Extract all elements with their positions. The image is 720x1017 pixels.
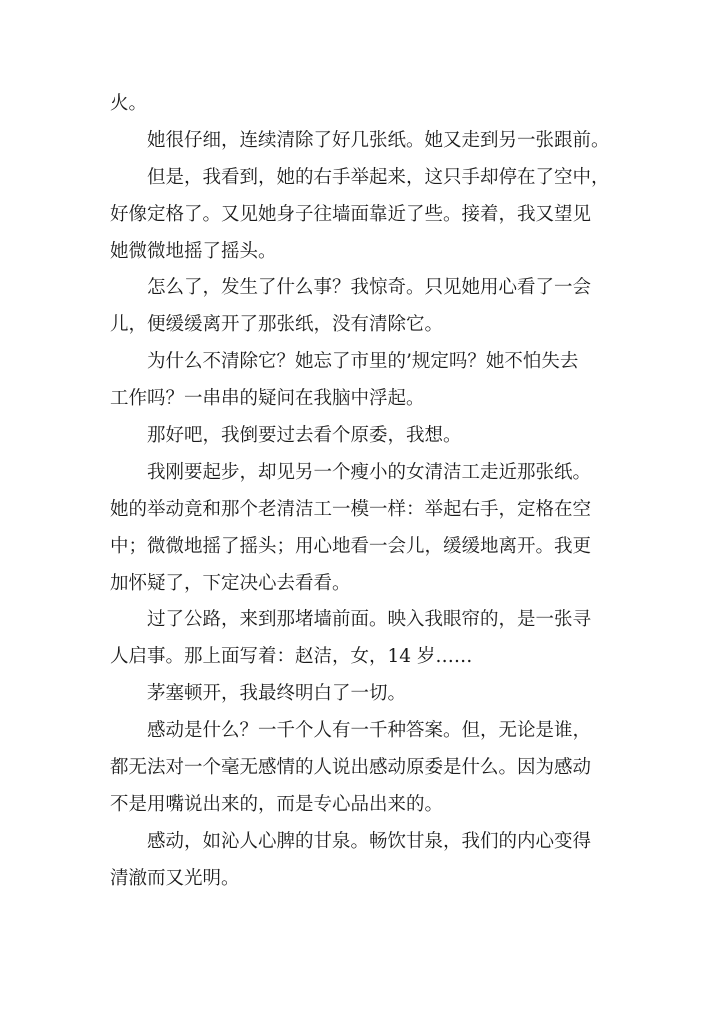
text-line: 为什么不清除它？她忘了市里的’规定吗？她不怕失去 [147,351,579,373]
paragraph [110,602,615,676]
text-line: 但是，我看到，她的右手举起来，这只手却停在了空中， [147,166,610,188]
text-line: 中；微微地摇了摇头；用心地看一会儿，缓缓地离开。我更 [110,535,592,557]
paragraph [110,676,615,713]
paragraph [110,270,615,344]
text-line: 我刚要起步，却见另一个瘦小的女清洁工走近那张纸。 [147,461,592,483]
article-body [110,86,615,898]
text-line: 火。 [110,93,148,114]
text-line: 她的举动竟和那个老清洁工一模一样：举起右手，定格在空 [110,498,592,520]
text-line: 怎么了，发生了什么事？我惊奇。只见她用心看了一会 [147,277,592,299]
paragraph [110,160,615,271]
text-line: 清澈而又光明。 [110,867,240,889]
text-line: 人启事。那上面写着：赵洁，女，14 岁…… [110,646,473,668]
text-line: 儿，便缓缓离开了那张纸，没有清除它。 [110,314,444,336]
text-line: 她很仔细，连续清除了好几张纸。她又走到另一张跟前。 [147,129,610,151]
paragraph [110,418,615,455]
text-line: 感动是什么？一千个人有一千种答案。但，无论是谁， [147,720,592,742]
text-line: 感动，如沁人心脾的甘泉。畅饮甘泉，我们的内心变得 [147,830,592,852]
paragraph [110,123,615,160]
text-line: 过了公路，来到那堵墙前面。映入我眼帘的，是一张寻 [147,609,592,631]
text-line: 加怀疑了，下定决心去看看。 [110,572,351,594]
text-line: 好像定格了。又见她身子往墙面靠近了些。接着，我又望见 [110,203,592,225]
paragraph [110,824,615,898]
paragraph [110,344,615,418]
paragraph [110,455,615,603]
text-line: 她微微地摇了摇头。 [110,240,277,262]
text-line: 工作吗？一串串的疑问在我脑中浮起。 [110,388,425,410]
text-line: 那好吧，我倒要过去看个原委，我想。 [147,425,462,447]
text-line: 不是用嘴说出来的，而是专心品出来的。 [110,793,444,815]
paragraph [110,713,615,824]
text-line: 都无法对一个毫无感情的人说出感动原委是什么。因为感动 [110,757,592,779]
text-line: 茅塞顿开，我最终明白了一切。 [147,683,407,705]
paragraph [110,86,615,123]
